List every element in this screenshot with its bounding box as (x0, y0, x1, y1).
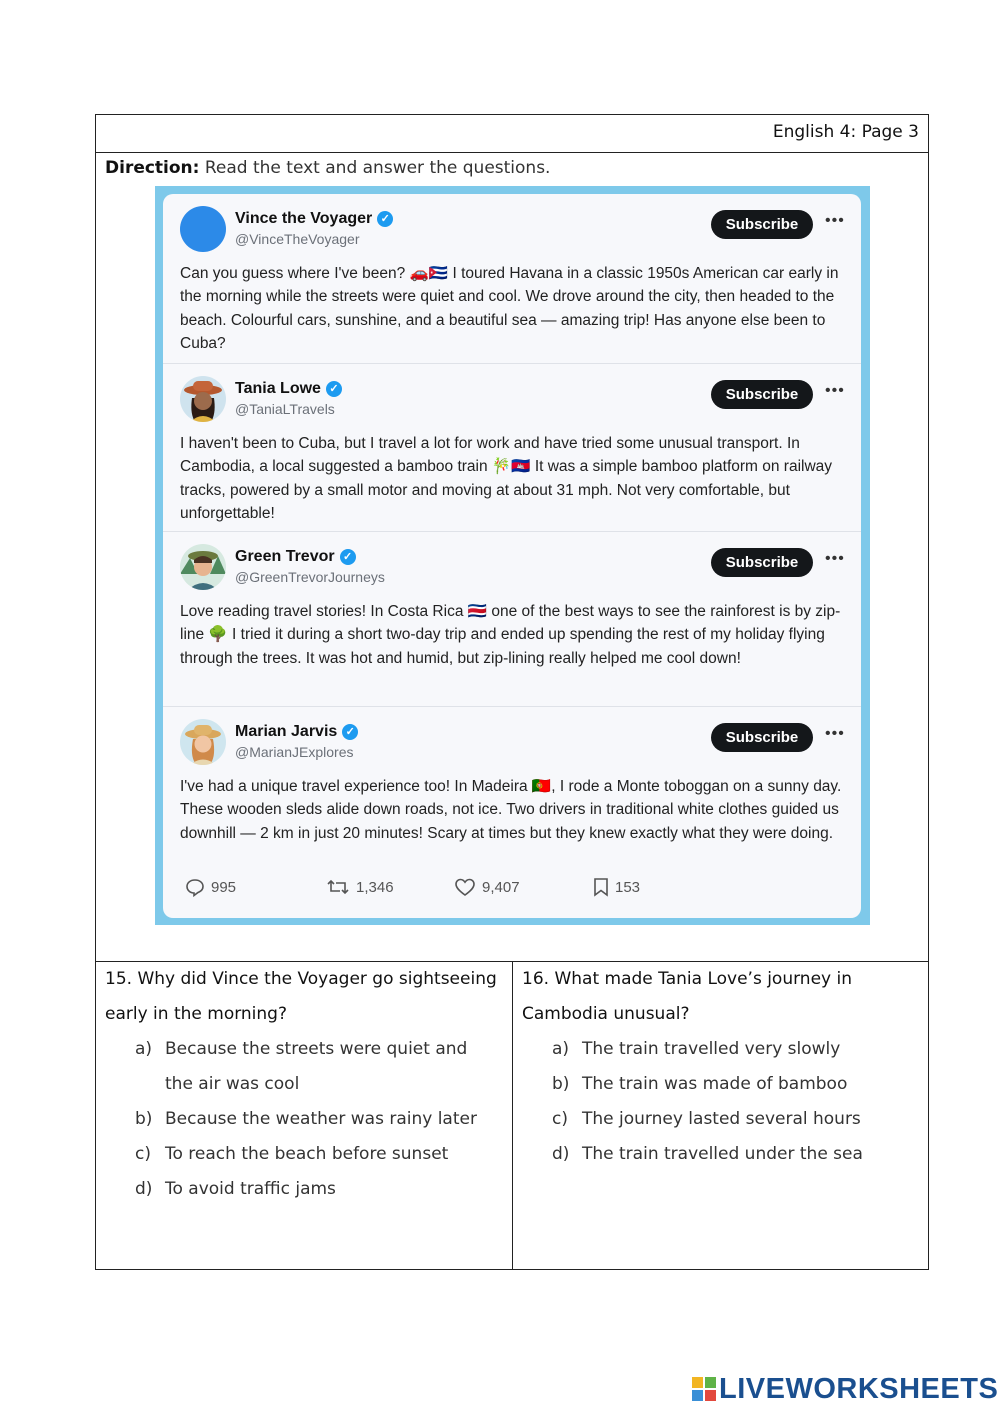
post-handle: @VinceTheVoyager (235, 231, 360, 247)
more-options-icon[interactable]: ••• (825, 725, 845, 742)
repost-action[interactable] (326, 877, 394, 897)
page-label: English 4: Page 3 (772, 122, 919, 142)
reply-action[interactable] (185, 877, 236, 897)
answer-option[interactable] (552, 1102, 912, 1137)
direction-line (105, 158, 550, 178)
subscribe-button[interactable]: Subscribe (711, 380, 813, 409)
option-text: Because the streets were quiet and the air was cool (165, 1039, 468, 1094)
post-text: Love reading travel stories! In Costa Rica 🇨🇷 one of the best ways to see the rainforest is by zip-line 🌳 I tried it during a short two-day trip and ended up spending the rest of my holiday flying through the trees. It was hot and humid, but zip-lining really helped me cool down! (180, 603, 841, 667)
questions-row (96, 961, 928, 1270)
bookmark-action[interactable] (593, 877, 640, 897)
verified-badge-icon: ✓ (342, 724, 358, 740)
option-letter: d) (135, 1179, 153, 1199)
liveworksheets-logo-icon (692, 1377, 716, 1401)
answer-option[interactable] (552, 1032, 912, 1067)
direction-text: Read the text and answer the questions. (204, 158, 551, 178)
post-author-name: Marian Jarvis ✓ (235, 723, 358, 741)
worksheet-frame (95, 114, 929, 1270)
question-title: 15. Why did Vince the Voyager go sightseeing early in the morning? (105, 969, 497, 1024)
post-text: Can you guess where I've been? 🚗🇨🇺 I toured Havana in a classic 1950s American car early in the morning while the streets were quiet and cool. We drove around the city, then headed to the beach. Colourful cars, sunshine, and a beautiful sea — amazing trip! Has anyone else been to Cuba? (180, 265, 839, 352)
answer-option[interactable] (135, 1172, 495, 1207)
post-handle: @TaniaLTravels (235, 401, 335, 417)
repost-icon (326, 877, 350, 897)
reply-count: 995 (211, 878, 237, 896)
option-text: The journey lasted several hours (582, 1109, 861, 1129)
bookmark-icon (593, 877, 609, 897)
option-letter: c) (135, 1144, 151, 1164)
post-metrics (180, 877, 860, 899)
option-text: To avoid traffic jams (165, 1179, 336, 1199)
subscribe-button[interactable]: Subscribe (711, 723, 813, 752)
option-letter: c) (552, 1109, 568, 1129)
verified-badge-icon: ✓ (340, 549, 356, 565)
answer-option[interactable] (552, 1067, 912, 1102)
option-text: The train was made of bamboo (582, 1074, 848, 1094)
post-text: I haven't been to Cuba, but I travel a lot for work and have tried some unusual transport. In Cambodia, a local suggested a bamboo train 🎋🇰🇭 It was a simple bamboo platform on railway tracks, powered by a small motor and moving at about 31 mph. Not very comfortable, but unforgettable! (180, 435, 833, 522)
like-count: 9,407 (482, 878, 520, 896)
post-handle: @GreenTrevorJourneys (235, 569, 385, 585)
question-15 (96, 962, 513, 1270)
question-title: 16. What made Tania Love’s journey in Cambodia unusual? (522, 969, 852, 1024)
post-tania (163, 364, 861, 532)
option-letter: b) (552, 1074, 570, 1094)
more-options-icon[interactable]: ••• (825, 212, 845, 229)
option-text: Because the weather was rainy later (165, 1109, 477, 1129)
answer-option[interactable] (552, 1137, 912, 1172)
question-16 (513, 962, 928, 1270)
avatar (180, 719, 226, 765)
bookmark-count: 153 (615, 878, 641, 896)
post-vince (163, 194, 861, 364)
more-options-icon[interactable]: ••• (825, 550, 845, 567)
option-text: The train travelled very slowly (582, 1039, 841, 1059)
answer-options (552, 1032, 912, 1172)
more-options-icon[interactable]: ••• (825, 382, 845, 399)
post-author-name: Tania Lowe ✓ (235, 380, 342, 398)
avatar (180, 544, 226, 590)
answer-options (135, 1032, 495, 1207)
repost-count: 1,346 (356, 878, 394, 896)
option-letter: b) (135, 1109, 153, 1129)
header-row (96, 115, 928, 153)
post-author-name: Vince the Voyager ✓ (235, 210, 393, 228)
subscribe-button[interactable]: Subscribe (711, 210, 813, 239)
logo-text: LIVEWORKSHEETS (719, 1372, 999, 1405)
subscribe-button[interactable]: Subscribe (711, 548, 813, 577)
post-handle: @MarianJExplores (235, 744, 354, 760)
post-author-name: Green Trevor ✓ (235, 548, 356, 566)
social-feed-image (155, 186, 870, 925)
liveworksheets-logo (692, 1374, 998, 1404)
like-action[interactable] (454, 877, 520, 897)
option-text: The train travelled under the sea (582, 1144, 863, 1164)
answer-option[interactable] (135, 1032, 495, 1102)
post-trevor (163, 532, 861, 707)
verified-badge-icon: ✓ (326, 381, 342, 397)
answer-option[interactable] (135, 1102, 495, 1137)
reply-icon (185, 877, 205, 897)
heart-icon (454, 877, 476, 897)
social-feed (163, 194, 861, 918)
option-letter: d) (552, 1144, 570, 1164)
option-letter: a) (135, 1039, 153, 1059)
direction-label: Direction: (105, 158, 200, 178)
avatar (180, 206, 226, 252)
avatar (180, 376, 226, 422)
post-text: I've had a unique travel experience too! In Madeira 🇵🇹, I rode a Monte toboggan on a sunny day. These wooden sleds alide down roads, not ice. Two drivers in traditional white clothes guided us downhill — 2 km in just 20 minutes! Scary at times but they knew exactly what they were doing. (180, 778, 842, 842)
answer-option[interactable] (135, 1137, 495, 1172)
option-letter: a) (552, 1039, 570, 1059)
option-text: To reach the beach before sunset (165, 1144, 449, 1164)
verified-badge-icon: ✓ (377, 211, 393, 227)
